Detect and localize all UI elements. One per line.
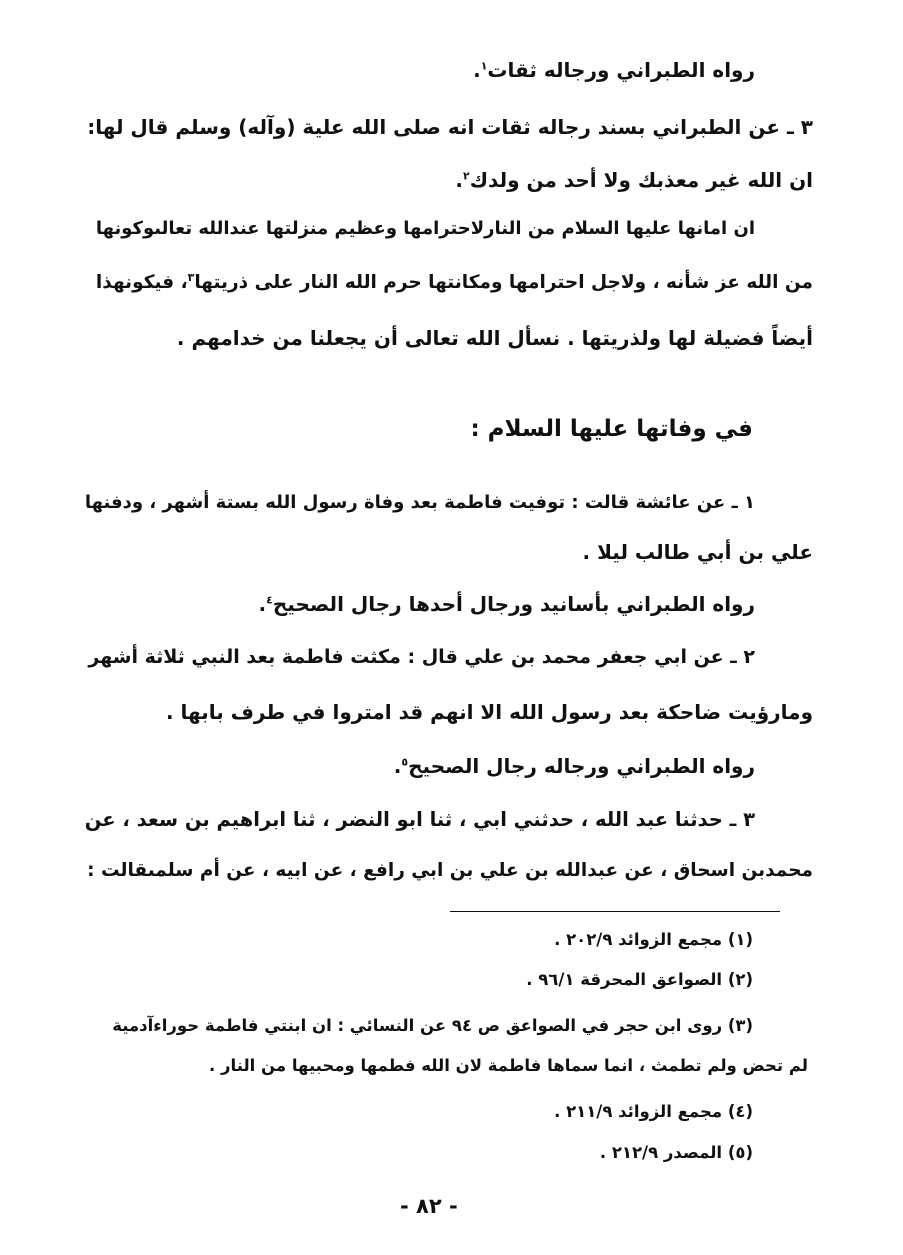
footnote: (٣) روى ابن حجر في الصواعق ص ٩٤ عن النسائي : ان ابنتي فاطمة حوراءآدمية: [112, 1016, 753, 1035]
text-line: أيضاً فضيلة لها ولذريتها . نسأل الله تعالى أن يجعلنا من خدامهم .: [176, 326, 813, 350]
footnote: (٢) الصواعق المحرقة ٩٦/١ .: [526, 970, 753, 989]
text-line: رواه الطبراني ورجاله رجال الصحيح$^٥$.: [393, 754, 755, 778]
footnote-continuation: لم تحض ولم تطمث ، انما سماها فاطمة لان الله فطمها ومحبيها من النار .: [209, 1056, 808, 1075]
text-line: ١ ـ عن عائشة قالت : توفيت فاطمة بعد وفاة رسول الله بستة أشهر ، ودفنها: [84, 492, 755, 513]
page-number: - ٨٢ -: [400, 1194, 458, 1218]
text-line: ٢ ـ عن ابي جعفر محمد بن علي قال : مكثت فاطمة بعد النبي ثلاثة أشهر: [88, 646, 755, 668]
footnote: (٥) المصدر ٢١٢/٩ .: [599, 1143, 753, 1162]
footnote-separator: [450, 911, 780, 912]
text-line: ٣ ـ حدثنا عبد الله ، حدثني ابي ، ثنا ابو النضر ، ثنا ابراهيم بن سعد ، عن: [84, 808, 755, 831]
text-line: ٣ ـ عن الطبراني بسند رجاله ثقات انه صلى الله علية (وآله) وسلم قال لها:: [87, 115, 813, 139]
text-line: ان الله غير معذبك ولا أحد من ولدك$^٢$.: [455, 168, 813, 192]
text-line: ان امانها عليها السلام من النارلاحترامها وعظيم منزلتها عندالله تعالىوكونها: [95, 218, 755, 239]
text-line: من الله عز شأنه ، ولاجل احترامها ومكانتها حرم الله النار على ذريتها$^٣$، فيكونهذا: [95, 270, 813, 293]
text-line: ومارؤيت ضاحكة بعد رسول الله الا انهم قد امتروا في طرف بابها .: [165, 700, 813, 724]
text-line: محمدبن اسحاق ، عن عبدالله بن علي بن ابي رافع ، عن ابيه ، عن أم سلمىقالت :: [87, 860, 813, 881]
text-line: علي بن أبي طالب ليلا .: [582, 540, 813, 564]
section-heading: في وفاتها عليها السلام :: [470, 416, 753, 442]
footnote: (٤) مجمع الزوائد ٢١١/٩ .: [554, 1102, 753, 1121]
text-line: رواه الطبراني بأسانيد ورجال أحدها رجال الصحيح$^٤$.: [258, 592, 755, 616]
text-line: رواه الطبراني ورجاله ثقات$^١$.: [473, 58, 755, 82]
footnote: (١) مجمع الزوائد ٢٠٢/٩ .: [554, 930, 753, 949]
